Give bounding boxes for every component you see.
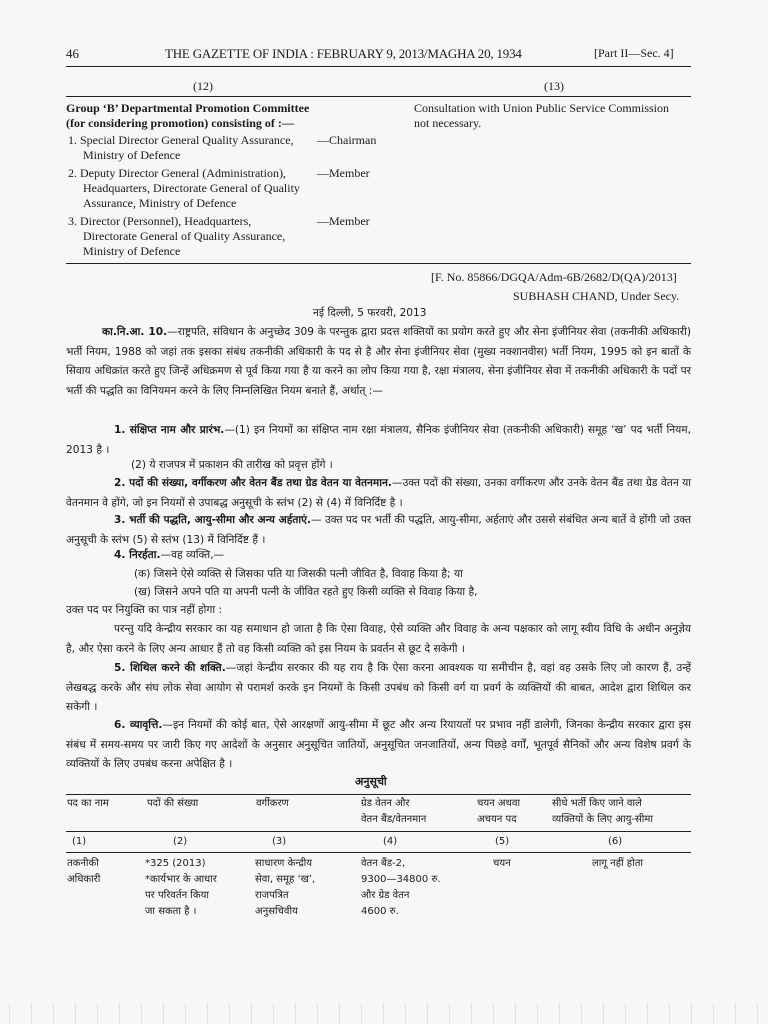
rule-6: 6. व्यावृत्ति.—इन नियमों की कोई बात, ऐसे आरक्षणों आयु-सीमा में छूट और अन्य रियायतों पर प्रभाव नहीं डालेगी, जिनका केन्द्रीय सरकार द्वारा इस संबंध में समय-समय पर जारी किए गए आदेशों के अनुसार अनुसूचित जातियों, अनुसूचित जनजातियों, अन्य पिछड़े वर्गों, भूतपूर्व सैनिकों और अन्य विशेष प्रवर्ग के व्यक्तियों के लिए उपबंध करना अपेक्षित है । [66, 719, 691, 770]
rule-1: 1. संक्षिप्त नाम और प्रारंभ.—(1) इन नियमों का संक्षिप्त नाम रक्षा मंत्रालय, सैनिक इंजीनियर सेवा (तकनीकी अधिकारी) समूह ‘ख’ पद भर्ती नियम, 2013 है । [66, 424, 692, 456]
schedule-col-2: (2) [173, 836, 188, 847]
schedule-col-1: (1) [72, 836, 87, 847]
schedule-header-age-line2: व्यक्तियों के लिए आयु-सीमा [552, 814, 653, 825]
scan-edge-artifact [0, 1003, 768, 1024]
dpc-role-chairman: —Chairman [317, 133, 377, 147]
upsc-consultation: Consultation with Union Public Service Commission [414, 101, 669, 115]
dpc-member-3-line2: Directorate General of Quality Assurance, [83, 229, 286, 243]
dpc-member-1-line2: Ministry of Defence [83, 148, 181, 162]
schedule-post-count-note-3: जा सकता है । [145, 906, 197, 917]
dpc-member-2: 2. Deputy Director General (Administration), [68, 166, 286, 180]
schedule-header-post: पद का नाम [67, 798, 109, 809]
page-number: 46 [66, 46, 79, 61]
column-rule [66, 96, 691, 97]
rule-4-clause-b: (ख) जिसने अपने पति या अपनी पत्नी के जीवित रहते हुए किसी व्यक्ति से विवाह किया है, [134, 586, 478, 598]
header-rule [66, 66, 691, 67]
schedule-header-age: सीधे भर्ती किए जाने वाले [552, 798, 642, 809]
schedule-classification-line2: सेवा, समूह ‘ख’, [255, 874, 316, 885]
part-section: [Part II—Sec. 4] [594, 46, 674, 60]
gazette-title: THE GAZETTE OF INDIA : FEBRUARY 9, 2013/MAGHA 20, 1934 [165, 46, 522, 61]
notification-number: का.नि.आ. 10. [102, 326, 168, 338]
schedule-post-name: तकनीकी [67, 858, 99, 869]
schedule-header-selection: चयन अथवा [477, 798, 521, 809]
dpc-bottom-rule [66, 263, 691, 264]
schedule-col-4: (4) [383, 836, 398, 847]
schedule-classification-line4: अनुसचिवीय [255, 906, 298, 917]
schedule-grade-pay: 4600 रु. [361, 906, 399, 917]
rule-1-sub-2: (2) ये राजपत्र में प्रकाशन की तारीख को प्रवृत्त होंगे । [131, 459, 333, 471]
dpc-heading: Group ‘B’ Departmental Promotion Committee [66, 101, 310, 115]
schedule-post-name-line2: अधिकारी [67, 874, 101, 885]
rule-4: 4. निरर्हता.—वह व्यक्ति,— [114, 549, 225, 561]
dpc-member-2-line2: Headquarters, Directorate General of Quality [83, 181, 300, 195]
schedule-numbers-rule [66, 852, 691, 853]
rule-5: 5. शिथिल करने की शक्ति.—जहां केन्द्रीय सरकार की यह राय है कि ऐसा करना आवश्यक या समीचीन है, वहां वह उसके लिए जो कारण हैं, उन्हें लेखबद्ध करके और संघ लोक सेवा आयोग से परामर्श करके इन नियमों के किसी उपबंध को किसी वर्ग या प्रवर्ग के व्यक्तियों की बाबत, आदेश द्वारा शिथिल कर सकेगी । [66, 662, 691, 713]
signatory: SUBHASH CHAND, Under Secy. [513, 289, 680, 303]
rule-4-conclusion: उक्त पद पर नियुक्ति का पात्र नहीं होगा : [66, 604, 223, 616]
schedule-header-pay-line2: वेतन बैंड/वेतनमान [361, 814, 427, 825]
dpc-role-member-2: —Member [317, 166, 370, 180]
schedule-col-3: (3) [272, 836, 287, 847]
file-number: [F. No. 85866/DGQA/Adm-6B/2682/D(QA)/2013] [431, 270, 677, 284]
schedule-post-count: *325 (2013) [145, 858, 206, 869]
schedule-col-6: (6) [608, 836, 623, 847]
schedule-header-selection-line2: अचयन पद [477, 814, 517, 825]
dpc-member-1: 1. Special Director General Quality Assurance, [68, 133, 294, 147]
dpc-member-3-line3: Ministry of Defence [83, 244, 181, 258]
schedule-classification-line3: राजपत्रित [255, 890, 289, 901]
schedule-pay-band: वेतन बैंड-2, [361, 858, 406, 869]
rule-4-proviso: परन्तु यदि केन्द्रीय सरकार का यह समाधान हो जाता है कि ऐसा विवाह, ऐसे व्यक्ति और विवाह के अन्य पक्षकार को लागू स्वीय विधि के अधीन अनुज्ञेय है, और ऐसा करने के लिए अन्य आधार हैं तो वह किसी व्यक्ति को इस नियम के प्रवर्तन से छूट दे सकेगी । [66, 623, 691, 655]
schedule-top-rule [66, 794, 691, 795]
hindi-preamble: का.नि.आ. 10.—राष्ट्रपति, संविधान के अनुच्छेद 309 के परन्तुक द्वारा प्रदत्त शक्तियों का प्रयोग करते हुए और सेना इंजीनियर सेवा (तकनीकी अधिकारी) भर्ती नियम, 1988 को जहां तक इसका संबंध तकनीकी अधिकारी के पद से है और सेना इंजीनियर सेवा (मुख्य नक्शानवीस) भर्ती नियम, 1995 को इन बातों के सिवाय अधिक्रांत करते हुए जिन्हें अधिक्रमण से पूर्व किया गया है या करने का लोप किया गया है, रक्षा मंत्रालय, सेना इंजीनियर सेवा में तकनीकी अधिकारी के पदों पर भर्ती की पद्धति का विनियमन करने के लिए निम्नलिखित नियम बनाते हैं, अर्थात् :— [66, 326, 691, 397]
dpc-member-2-line3: Assurance, Ministry of Defence [83, 196, 237, 210]
schedule-classification: साधारण केन्द्रीय [255, 858, 313, 869]
schedule-post-count-note-2: पर परिवर्तन किया [145, 890, 209, 901]
rule-4-clause-a: (क) जिसने ऐसे व्यक्ति से जिसका पति या जिसकी पत्नी जीवित है, विवाह किया है; या [134, 568, 463, 580]
schedule-pay-range: 9300—34800 रु. [361, 874, 441, 885]
upsc-consultation-line2: not necessary. [414, 116, 482, 130]
rule-2: 2. पदों की संख्या, वर्गीकरण और वेतन बैंड तथा ग्रेड वेतन या वेतनमान.—उक्त पदों की संख्या, उनका वर्गीकरण और उनके वेतन बैंड तथा ग्रेड वेतन या वेतनमान वे होंगे, जो इन नियमों से उपाबद्ध अनुसूची के स्तंभ (2) से (4) में विनिर्दिष्ट है । [66, 477, 691, 509]
hindi-date: नई दिल्ली, 5 फरवरी, 2013 [313, 307, 427, 319]
column-12-label: (12) [193, 79, 213, 93]
schedule-header-rule [66, 831, 691, 832]
schedule-header-pay: ग्रेड वेतन और [361, 798, 410, 809]
schedule-header-count: पदों की संख्या [147, 798, 199, 809]
schedule-selection: चयन [493, 858, 511, 869]
schedule-header-classification: वर्गीकरण [256, 798, 289, 809]
rule-3: 3. भर्ती की पद्धति, आयु-सीमा और अन्य अर्हताएं.— उक्त पद पर भर्ती की पद्धति, आयु-सीमा, अर्हताएं और उससे संबंधित अन्य बातें वे होंगी जो उक्त अनुसूची के स्तंभ (5) से स्तंभ (13) में विनिर्दिष्ट हैं । [66, 514, 691, 546]
schedule-grade-pay-label: और ग्रेड वेतन [361, 890, 410, 901]
schedule-post-count-note: *कार्यभार के आधार [145, 874, 217, 885]
dpc-role-member-3: —Member [317, 214, 370, 228]
column-13-label: (13) [544, 79, 564, 93]
schedule-title: अनुसूची [355, 775, 387, 788]
dpc-member-3: 3. Director (Personnel), Headquarters, [68, 214, 252, 228]
schedule-col-5: (5) [495, 836, 510, 847]
schedule-age-limit: लागू नहीं होता [592, 858, 643, 869]
dpc-subheading: (for considering promotion) consisting of :— [66, 116, 294, 130]
